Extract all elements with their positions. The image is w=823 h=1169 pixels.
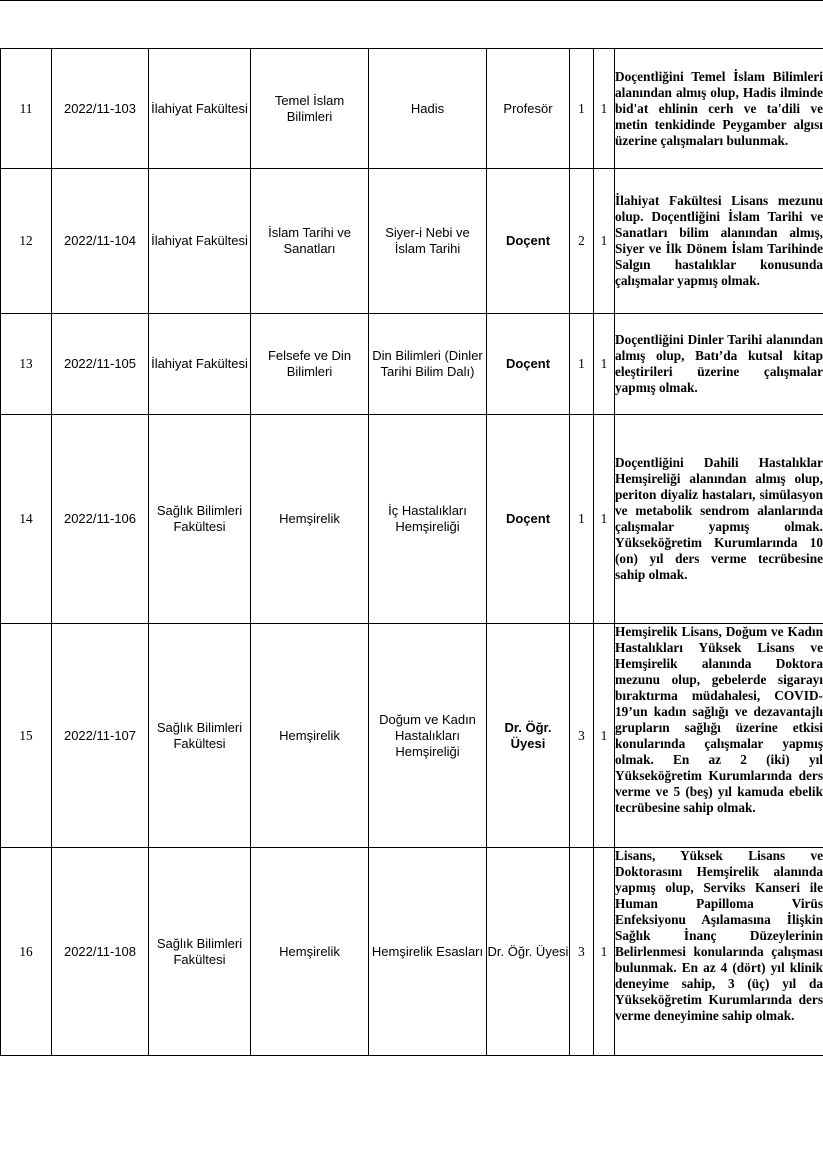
table-row (1, 169, 823, 314)
table-row (1, 314, 823, 415)
count: 1 (594, 624, 615, 848)
department: Temel İslam Bilimleri (251, 49, 369, 169)
count: 1 (594, 848, 615, 1056)
table-row (1, 415, 823, 624)
table-row (1, 624, 823, 848)
row-number: 13 (1, 314, 52, 415)
position-title: Dr. Öğr. Üyesi (487, 624, 570, 848)
position-title: Profesör (487, 49, 570, 169)
department: Hemşirelik (251, 624, 369, 848)
degree: 3 (570, 848, 594, 1056)
degree: 1 (570, 49, 594, 169)
row-number: 11 (1, 49, 52, 169)
requirements: Lisans, Yüksek Lisans ve Doktorasını Hemşirelik alanında yapmış olup, Serviks Kanseri ile Human Papilloma Virüs Enfeksiyonu Aşılamasına İlişkin Sağlık İnanç Düzeylerinin Belirlenmesi konularında çalışması bulunmak. En az 4 (dört) yıl klinik deneyime sahip, 3 (üç) yıl da Yükseköğretim Kurumlarında ders verme deneyimine sahip olmak. (615, 848, 823, 1056)
degree: 3 (570, 624, 594, 848)
faculty: İlahiyat Fakültesi (149, 49, 251, 169)
faculty: İlahiyat Fakültesi (149, 314, 251, 415)
division: Doğum ve Kadın Hastalıkları Hemşireliği (369, 624, 487, 848)
faculty: Sağlık Bilimleri Fakültesi (149, 624, 251, 848)
department: Felsefe ve Din Bilimleri (251, 314, 369, 415)
division: Hemşirelik Esasları (369, 848, 487, 1056)
row-number: 16 (1, 848, 52, 1056)
requirements: İlahiyat Fakültesi Lisans mezunu olup. Doçentliğini İslam Tarihi ve Sanatları bilim alanından almış, Siyer ve İlk Dönem İslam Tarihinde Salgın hastalıklar konusunda çalışmalar yapmış olmak. (615, 169, 823, 314)
faculty: İlahiyat Fakültesi (149, 169, 251, 314)
count: 1 (594, 314, 615, 415)
division: Siyer-i Nebi ve İslam Tarihi (369, 169, 487, 314)
row-number: 14 (1, 415, 52, 624)
announcement-number: 2022/11-105 (52, 314, 149, 415)
degree: 1 (570, 314, 594, 415)
degree: 2 (570, 169, 594, 314)
department: Hemşirelik (251, 415, 369, 624)
requirements: Doçentliğini Dinler Tarihi alanından almış olup, Batı’da kutsal kitap eleştirileri üzerine çalışmalar yapmış olmak. (615, 314, 823, 415)
requirements: Hemşirelik Lisans, Doğum ve Kadın Hastalıkları Yüksek Lisans ve Hemşirelik alanında Doktora mezunu olup, gebelerde sigarayı bıraktırma müdahalesi, COVID-19’un kadın sağlığı ve dezavantajlı grupların sağlığı üzerine etkisi konularında çalışmalar yapmış olmak. En az 2 (iki) yıl Yükseköğretim Kurumlarında ders verme ve 5 (beş) yıl kamuda ebelik tecrübesine sahip olmak. (615, 624, 823, 848)
announcement-number: 2022/11-106 (52, 415, 149, 624)
table-row (1, 848, 823, 1056)
division: Hadis (369, 49, 487, 169)
position-title: Doçent (487, 169, 570, 314)
announcement-number: 2022/11-108 (52, 848, 149, 1056)
count: 1 (594, 415, 615, 624)
announcement-number: 2022/11-104 (52, 169, 149, 314)
announcement-number: 2022/11-103 (52, 49, 149, 169)
requirements: Doçentliğini Temel İslam Bilimleri alanından almış olup, Hadis ilminde bid'at ehlinin cerh ve ta'dili ve metin tenkidinde Peygamber algısı üzerine çalışmaları bulunmak. (615, 49, 823, 169)
position-title: Dr. Öğr. Üyesi (487, 848, 570, 1056)
position-title: Doçent (487, 314, 570, 415)
faculty: Sağlık Bilimleri Fakültesi (149, 415, 251, 624)
count: 1 (594, 169, 615, 314)
count: 1 (594, 49, 615, 169)
row-number: 15 (1, 624, 52, 848)
top-rule (0, 0, 823, 1)
position-table (0, 48, 823, 1056)
faculty: Sağlık Bilimleri Fakültesi (149, 848, 251, 1056)
announcement-number: 2022/11-107 (52, 624, 149, 848)
requirements: Doçentliğini Dahili Hastalıklar Hemşireliği alanından almış olup, periton diyaliz hastaları, simülasyon ve metabolik sendrom alanlarında çalışmalar yapmış olmak. Yükseköğretim Kurumlarında 10 (on) yıl ders verme tecrübesine sahip olmak. (615, 415, 823, 624)
degree: 1 (570, 415, 594, 624)
table-row (1, 49, 823, 169)
division: İç Hastalıkları Hemşireliği (369, 415, 487, 624)
division: Din Bilimleri (Dinler Tarihi Bilim Dalı) (369, 314, 487, 415)
row-number: 12 (1, 169, 52, 314)
department: Hemşirelik (251, 848, 369, 1056)
department: İslam Tarihi ve Sanatları (251, 169, 369, 314)
position-title: Doçent (487, 415, 570, 624)
